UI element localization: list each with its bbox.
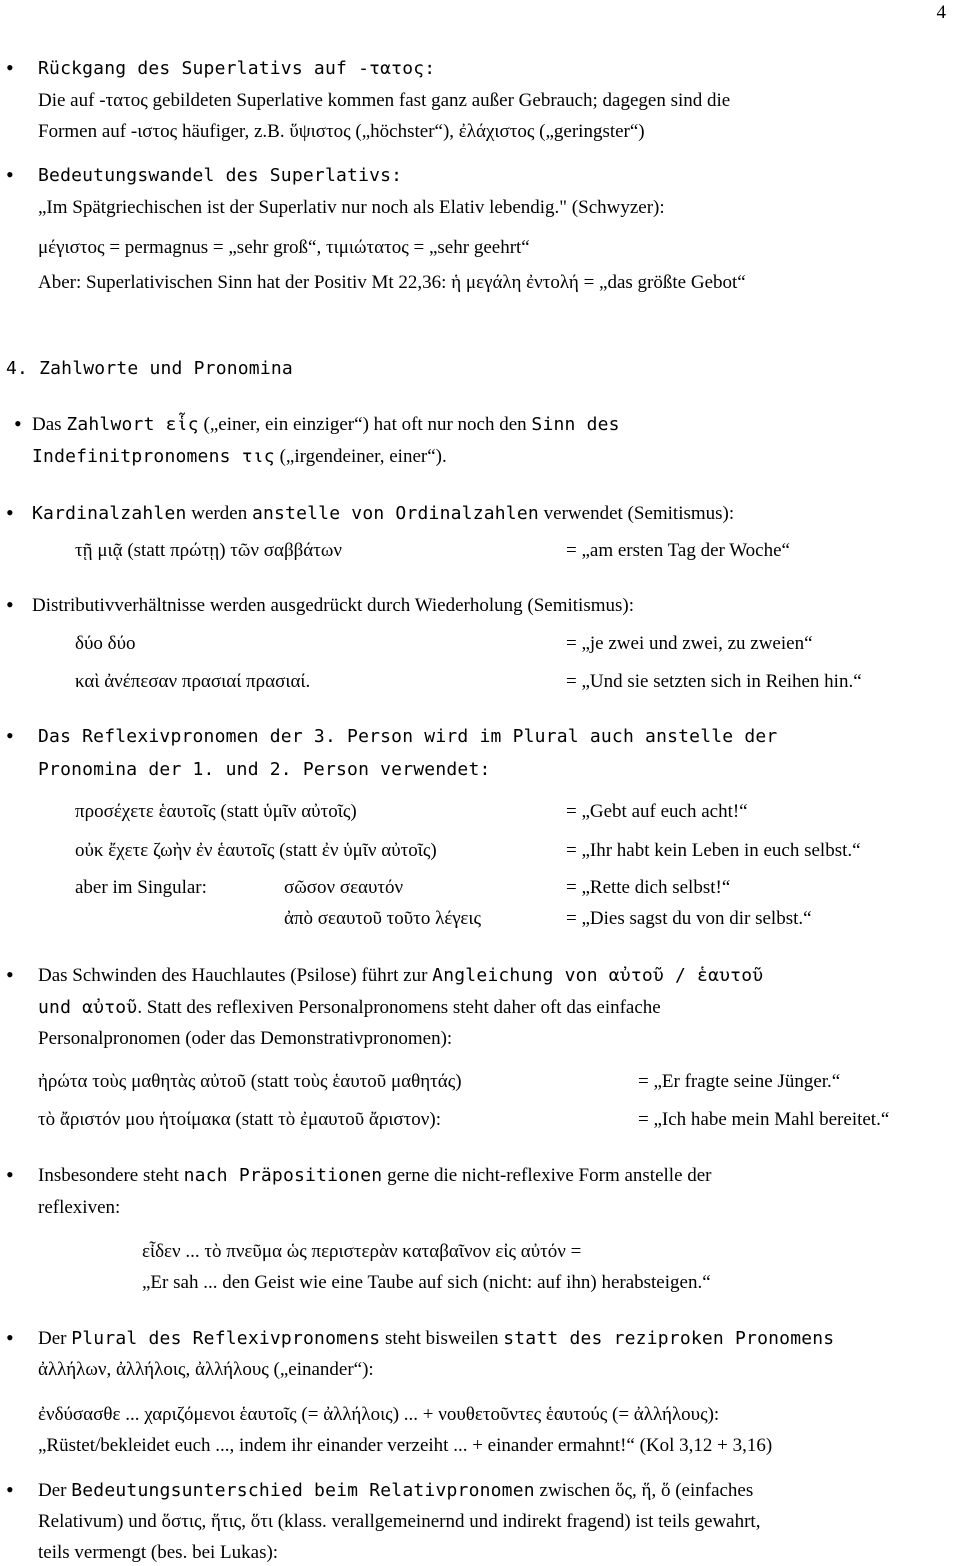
translation: „Rüstet/bekleidet euch ..., indem ihr einander verzeiht ... + einander ermahnt!“ (Kol 3,12 + 3,16) bbox=[38, 1435, 773, 1456]
translation: = „Gebt auf euch acht!“ bbox=[566, 801, 748, 822]
emphasis: Bedeutungsunterschied beim Relativpronomen bbox=[71, 1480, 535, 1501]
emphasis: und αὐτοῦ bbox=[38, 997, 138, 1018]
text: Das bbox=[32, 414, 62, 435]
emphasis: Zahlwort εἷς bbox=[66, 414, 199, 435]
bullet: • bbox=[6, 55, 14, 80]
bullet: • bbox=[6, 592, 14, 617]
greek-example: ἠρώτα τοὺς μαθητὰς αὐτοῦ (statt τοὺς ἑαυτοῦ μαθητάς) bbox=[38, 1071, 462, 1092]
section-title: 4. Zahlworte und Pronomina bbox=[6, 358, 293, 379]
quote-line: „Im Spätgriechischen ist der Superlativ nur noch als Elativ lebendig." (Schwyzer): bbox=[38, 197, 665, 218]
text: („einer, ein einziger“) hat oft nur noch den bbox=[203, 414, 527, 435]
translation: = „Rette dich selbst!“ bbox=[566, 877, 731, 898]
translation: = „Ihr habt kein Leben in euch selbst.“ bbox=[566, 840, 861, 861]
greek-example: εἶδεν ... τὸ πνεῦμα ὡς περιστερὰν καταβαῖνον εἰς αὐτόν = bbox=[142, 1241, 582, 1262]
paragraph-line bbox=[38, 1479, 753, 1503]
text: zwischen ὅς, ἥ, ὅ (einfaches bbox=[539, 1480, 754, 1501]
text: Der bbox=[38, 1328, 67, 1349]
heading-reflexive: Das Reflexivpronomen der 3. Person wird im Plural auch anstelle der bbox=[38, 726, 778, 747]
translation: = „je zwei und zwei, zu zweien“ bbox=[566, 633, 813, 654]
text: Insbesondere steht bbox=[38, 1165, 179, 1186]
emphasis: Plural des Reflexivpronomens bbox=[71, 1328, 381, 1349]
greek-example: καὶ ἀνέπεσαν πρασιαί πρασιαί. bbox=[75, 671, 311, 692]
text: Der bbox=[38, 1480, 67, 1501]
greek-example: προσέχετε ἑαυτοῖς (statt ὑμῖν αὐτοῖς) bbox=[75, 801, 357, 822]
bullet: • bbox=[6, 162, 14, 187]
translation: = „am ersten Tag der Woche“ bbox=[566, 540, 790, 561]
bullet: • bbox=[6, 1325, 14, 1350]
greek-example: σῶσον σεαυτόν bbox=[284, 877, 404, 898]
paragraph-line bbox=[38, 1327, 834, 1351]
paragraph-line bbox=[38, 996, 661, 1020]
translation: = „Er fragte seine Jünger.“ bbox=[638, 1071, 841, 1092]
paragraph-line bbox=[38, 964, 763, 988]
paragraph-line: Personalpronomen (oder das Demonstrativpronomen): bbox=[38, 1028, 453, 1049]
text: werden bbox=[191, 503, 248, 524]
greek-example: τὸ ἄριστόν μου ἡτοίμακα (statt τὸ ἐμαυτοῦ ἄριστον): bbox=[38, 1109, 441, 1130]
greek-example: ἀπὸ σεαυτοῦ τοῦτο λέγεις bbox=[284, 908, 481, 929]
text: gerne die nicht-reflexive Form anstelle der bbox=[387, 1165, 712, 1186]
greek-example: ἐνδύσασθε ... χαριζόμενοι ἑαυτοῖς (= ἀλλήλοις) ... + νουθετοῦντες ἑαυτούς (= ἀλλήλους): bbox=[38, 1404, 720, 1425]
paragraph-line: Relativum) und ὅστις, ἥτις, ὅτι (klass. verallgemeinernd und indirekt fragend) ist teils gewahrt, bbox=[38, 1511, 761, 1532]
paragraph-line: Distributivverhältnisse werden ausgedrückt durch Wiederholung (Semitismus): bbox=[32, 595, 635, 616]
emphasis: Sinn des bbox=[531, 414, 620, 435]
emphasis: nach Präpositionen bbox=[183, 1165, 383, 1186]
heading-superlative-decline: Rückgang des Superlativs auf -τατος: bbox=[38, 58, 436, 79]
translation: „Er sah ... den Geist wie eine Taube auf sich (nicht: auf ihn) herabsteigen.“ bbox=[142, 1272, 711, 1293]
heading-meaning-shift: Bedeutungswandel des Superlativs: bbox=[38, 165, 403, 186]
example-line: μέγιστος = permagnus = „sehr groß“, τιμιώτατος = „sehr geehrt“ bbox=[38, 237, 530, 258]
translation: = „Ich habe mein Mahl bereitet.“ bbox=[638, 1109, 890, 1130]
emphasis: anstelle von Ordinalzahlen bbox=[251, 503, 539, 524]
paragraph-line: Formen auf -ιστος häufiger, z.B. ὕψιστος („höchster“), ἐλάχιστος („geringster“) bbox=[38, 121, 645, 142]
label: aber im Singular: bbox=[75, 877, 207, 898]
example-line: Aber: Superlativischen Sinn hat der Positiv Mt 22,36: ἡ μεγάλη ἐντολή = „das größte Gebot“ bbox=[38, 272, 746, 293]
text: verwendet (Semitismus): bbox=[543, 503, 735, 524]
text: Das Schwinden des Hauchlautes (Psilose) führt zur bbox=[38, 965, 428, 986]
paragraph-line bbox=[32, 413, 620, 437]
bullet: • bbox=[6, 723, 14, 748]
heading-reflexive: Pronomina der 1. und 2. Person verwendet: bbox=[38, 759, 491, 780]
bullet: • bbox=[6, 1162, 14, 1187]
page-number: 4 bbox=[936, 2, 946, 23]
paragraph-line bbox=[32, 502, 734, 526]
emphasis: Angleichung von αὐτοῦ / ἑαυτοῦ bbox=[432, 965, 764, 986]
paragraph-line bbox=[38, 1164, 712, 1188]
translation: = „Dies sagst du von dir selbst.“ bbox=[566, 908, 812, 929]
paragraph-line: Die auf -τατος gebildeten Superlative kommen fast ganz außer Gebrauch; dagegen sind die bbox=[38, 90, 731, 111]
emphasis: Indefinitpronomens τις bbox=[32, 446, 275, 467]
paragraph-line bbox=[32, 445, 447, 469]
bullet: • bbox=[14, 411, 22, 436]
bullet: • bbox=[6, 962, 14, 987]
bullet: • bbox=[6, 500, 14, 525]
paragraph-line: reflexiven: bbox=[38, 1197, 121, 1218]
text: („irgendeiner, einer“). bbox=[279, 446, 447, 467]
text: steht bisweilen bbox=[385, 1328, 499, 1349]
greek-example: τῇ μιᾷ (statt πρώτῃ) τῶν σαββάτων bbox=[75, 540, 342, 561]
bullet: • bbox=[6, 1477, 14, 1502]
paragraph-line: teils vermengt (bes. bei Lukas): bbox=[38, 1542, 279, 1563]
text: . Statt des reflexiven Personalpronomens steht daher oft das einfache bbox=[137, 997, 661, 1018]
emphasis: Kardinalzahlen bbox=[32, 503, 187, 524]
greek-example: δύο δύο bbox=[75, 633, 136, 654]
emphasis: statt des reziproken Pronomens bbox=[503, 1328, 835, 1349]
paragraph-line: ἀλλήλων, ἀλλήλοις, ἀλλήλους („einander“): bbox=[38, 1359, 374, 1380]
greek-example: οὐκ ἔχετε ζωὴν ἐν ἑαυτοῖς (statt ἐν ὑμῖν αὐτοῖς) bbox=[75, 840, 437, 861]
translation: = „Und sie setzten sich in Reihen hin.“ bbox=[566, 671, 862, 692]
